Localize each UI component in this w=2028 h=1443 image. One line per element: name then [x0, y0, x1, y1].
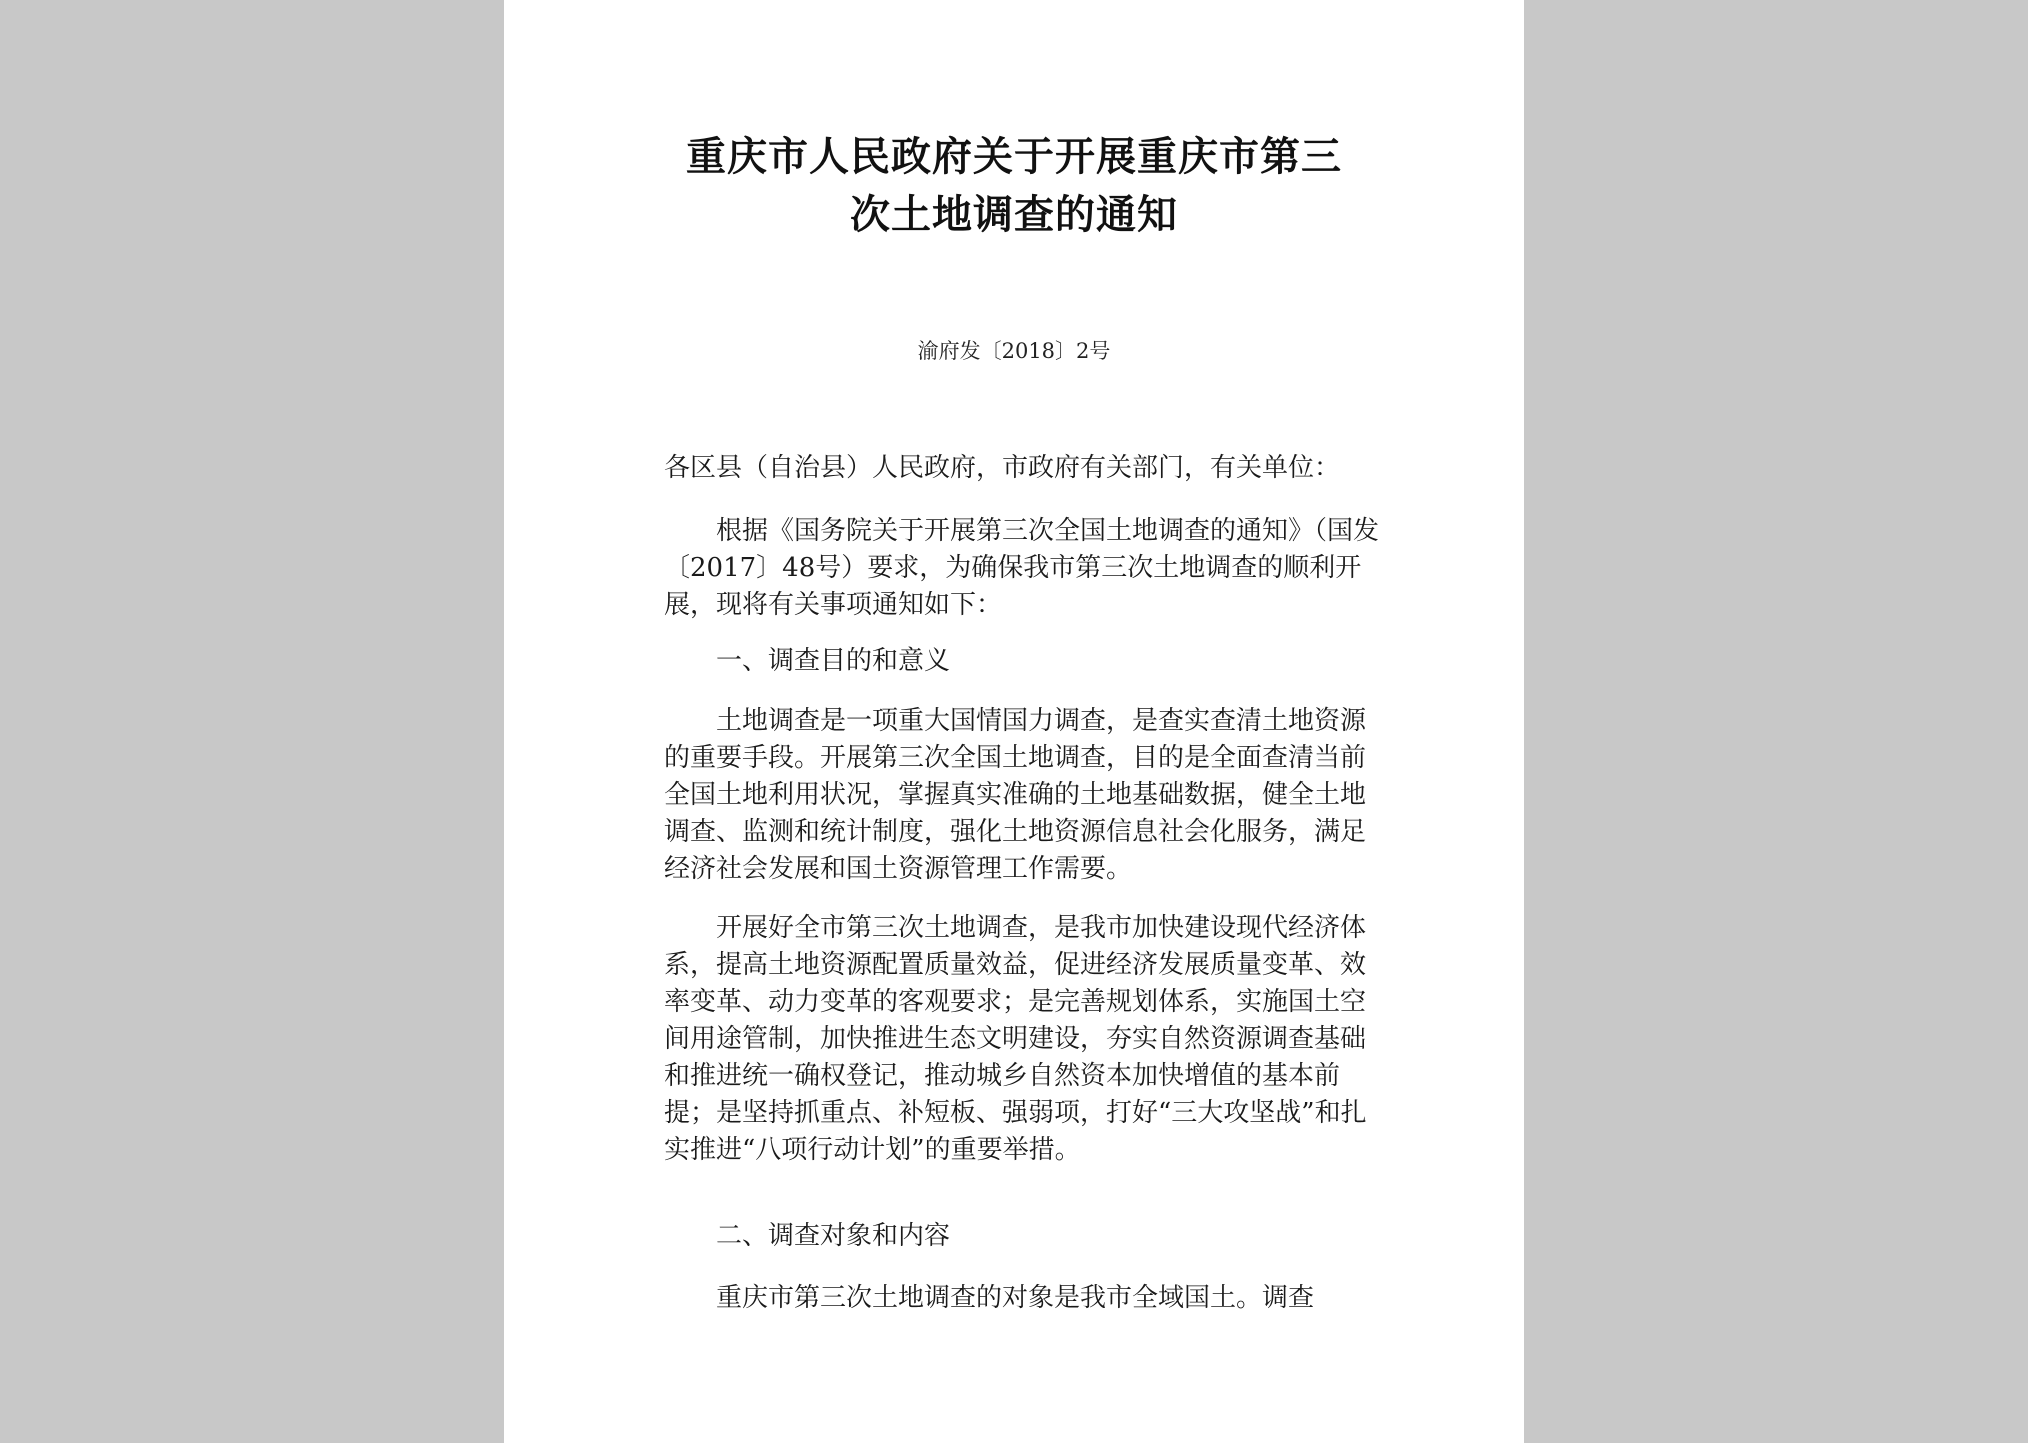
section-1-paragraph-1: 土地调查是一项重大国情国力调查，是查实查清土地资源的重要手段。开展第三次全国土地调查，目的是全面查清当前全国土地利用状况，掌握真实准确的土地基础数据，健全土地调查、监测和统计制度，强化土地资源信息社会化服务，满足经济社会发展和国土资源管理工作需要。	[664, 706, 1367, 884]
section-1-heading: 一、调查目的和意义	[716, 646, 951, 676]
document-title-line-2: 次土地调查的通知	[850, 192, 1178, 238]
document-title-line-1: 重庆市人民政府关于开展重庆市第三	[686, 134, 1342, 180]
section-2-paragraph-1: 重庆市第三次土地调查的对象是我市全域国土。调查	[716, 1283, 1315, 1313]
document-title	[504, 128, 1524, 244]
salutation: 各区县（自治县）人民政府，市政府有关部门，有关单位：	[664, 453, 1341, 483]
section-1-paragraph-2: 开展好全市第三次土地调查，是我市加快建设现代经济体系，提高土地资源配置质量效益，促进经济发展质量变革、效率变革、动力变革的客观要求；是完善规划体系，实施国土空间用途管制，加快推进生态文明建设，夯实自然资源调查基础和推进统一确权登记，推动城乡自然资本加快增值的基本前提；是坚持抓重点、补短板、强弱项，打好“三大攻坚战”和扎实推进“八项行动计划”的重要举措。	[664, 913, 1367, 1165]
section-2-heading: 二、调查对象和内容	[716, 1221, 951, 1251]
intro-paragraph: 根据《国务院关于开展第三次全国土地调查的通知》（国发〔2017〕48号）要求，为确保我市第三次土地调查的顺利开展，现将有关事项通知如下：	[664, 516, 1380, 620]
document-number: 渝府发〔2018〕2号	[917, 339, 1111, 363]
document-page	[504, 0, 1524, 1443]
